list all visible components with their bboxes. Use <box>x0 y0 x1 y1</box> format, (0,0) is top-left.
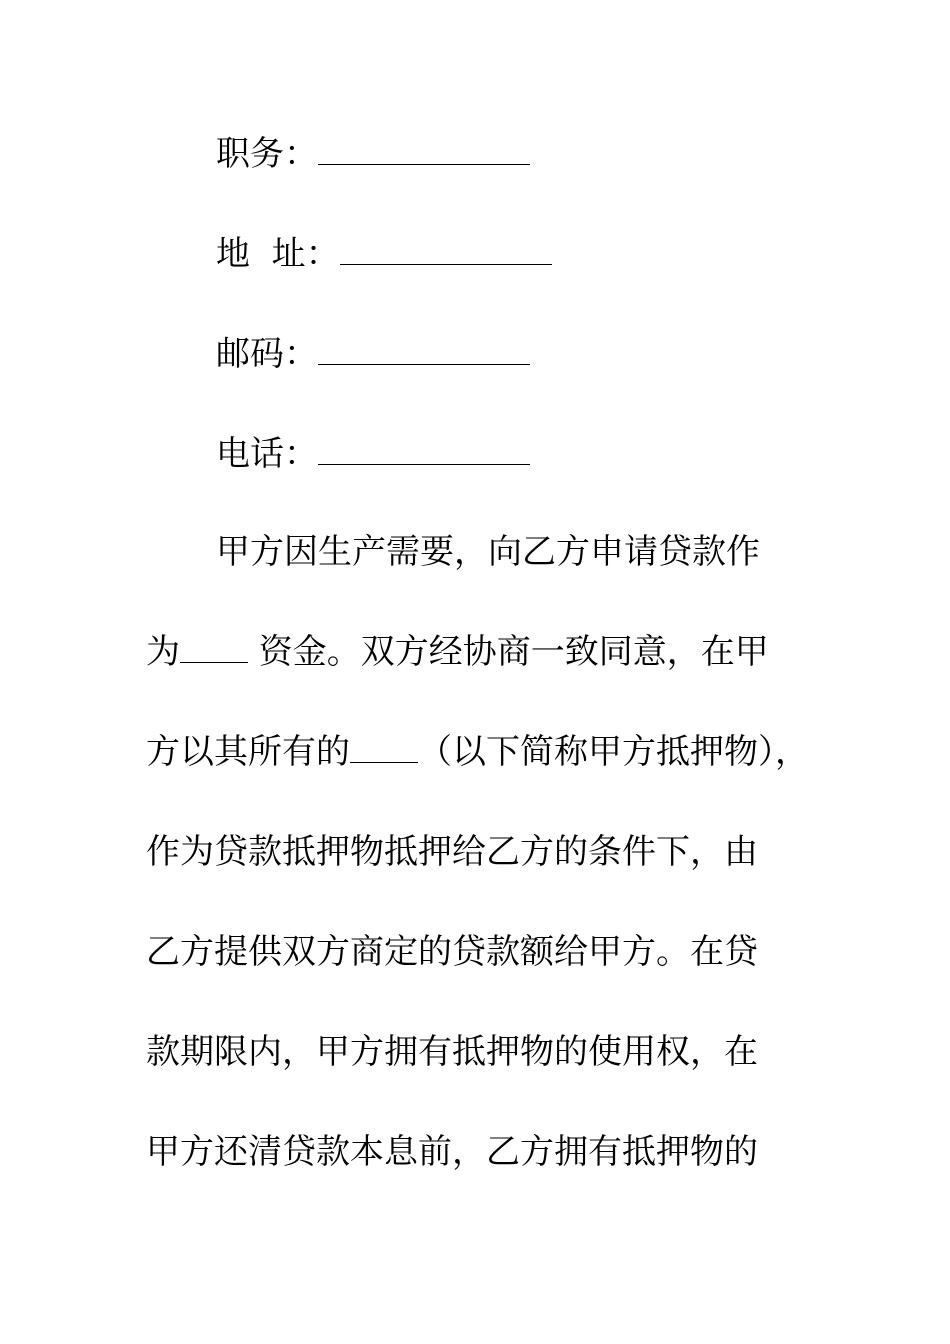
paragraph-line-1: 甲方因生产需要，向乙方申请贷款作 <box>216 532 760 572</box>
field-postcode <box>216 334 530 374</box>
paragraph-line-3-end: （以下简称甲方抵押物）， <box>418 732 809 772</box>
field-phone <box>216 434 530 474</box>
field-position <box>216 134 530 174</box>
paragraph-line-2-start: 为 <box>146 632 180 672</box>
field-address-blank <box>340 234 552 265</box>
paragraph-line-3 <box>146 732 809 772</box>
field-position-label: 职务： <box>216 134 318 174</box>
field-address-label: 地 址： <box>216 234 340 274</box>
paragraph-line-4: 作为贷款抵押物抵押给乙方的条件下，由 <box>146 832 758 872</box>
field-address <box>216 234 552 274</box>
paragraph-line-7: 甲方还清贷款本息前，乙方拥有抵押物的 <box>146 1132 758 1172</box>
paragraph-line-6: 款期限内，甲方拥有抵押物的使用权，在 <box>146 1032 758 1072</box>
field-phone-label: 电话： <box>216 434 318 474</box>
paragraph-line-3-start: 方以其所有的 <box>146 732 350 772</box>
paragraph-line-2 <box>146 632 769 672</box>
field-postcode-label: 邮码： <box>216 334 318 374</box>
field-position-blank <box>318 134 530 165</box>
collateral-blank <box>350 732 418 763</box>
field-phone-blank <box>318 434 530 465</box>
paragraph-line-5: 乙方提供双方商定的贷款额给甲方。在贷 <box>146 932 758 972</box>
purpose-blank <box>180 632 248 663</box>
paragraph-line-2-end: 资金。双方经协商一致同意，在甲 <box>248 632 769 672</box>
field-postcode-blank <box>318 334 530 365</box>
